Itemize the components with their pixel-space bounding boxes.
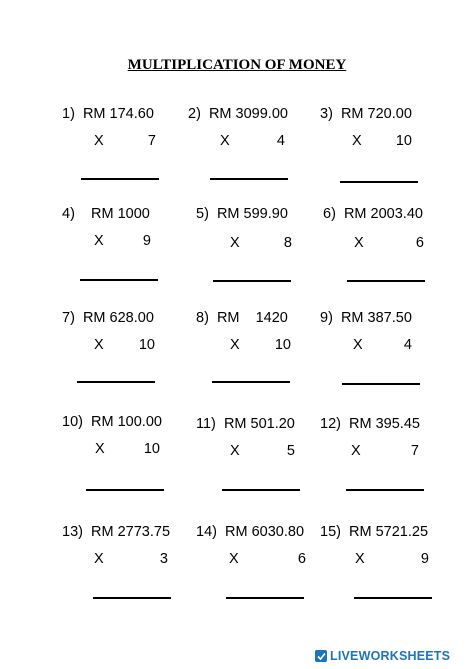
multiplier: 8 [283,235,292,251]
multiplier: 7 [147,133,156,149]
brand-part-live: LIVE [330,649,359,663]
problem-label: 1) RM 174.60 [62,106,154,122]
answer-line [93,597,171,599]
times-symbol: X [94,233,104,249]
brand-wordmark [330,649,450,663]
answer-line [213,280,291,282]
times-symbol: X [230,235,240,251]
worksheet-title [0,57,474,74]
times-symbol: X [220,133,230,149]
problem-label: 12) RM 395.45 [320,416,420,432]
times-symbol: X [353,337,363,353]
times-symbol: X [351,443,361,459]
problem-label: 4) RM 1000 [62,206,150,222]
answer-line [354,597,432,599]
times-symbol: X [354,235,364,251]
answer-line [86,489,164,491]
brand-part-worksheets: WORKSHEETS [358,649,451,663]
answer-line [226,597,304,599]
times-symbol: X [94,133,104,149]
answer-line [342,383,420,385]
answer-line [222,489,300,491]
worksheet-title-text: MULTIPLICATION OF MONEY [127,57,347,73]
problem-label: 15) RM 5721.25 [320,524,429,540]
times-symbol: X [94,551,104,567]
multiplier: 10 [143,441,160,457]
multiplier: 6 [297,551,306,567]
multiplier: 9 [420,551,429,567]
multiplier: 10 [395,133,412,149]
times-symbol: X [230,443,240,459]
problem-label: 5) RM 599.90 [196,206,288,222]
problem-label: 9) RM 387.50 [320,310,412,326]
times-symbol: X [230,337,240,353]
answer-line [347,280,425,282]
liveworksheets-logo-icon [315,650,327,662]
multiplier: 10 [138,337,155,353]
multiplier: 4 [276,133,285,149]
answer-line [81,178,159,180]
multiplier: 9 [142,233,151,249]
multiplier: 10 [274,337,291,353]
answer-line [80,279,158,281]
problem-label: 6) RM 2003.40 [323,206,423,222]
multiplier: 5 [286,443,295,459]
multiplier: 7 [410,443,419,459]
answer-line [77,381,155,383]
times-symbol: X [95,441,105,457]
problem-label: 11) RM 501.20 [196,416,295,432]
answer-line [212,381,290,383]
times-symbol: X [229,551,239,567]
answer-line [340,181,418,183]
multiplier: 6 [415,235,424,251]
problem-label: 14) RM 6030.80 [196,524,305,540]
answer-line [210,178,288,180]
problem-label: 10) RM 100.00 [62,414,162,430]
multiplier: 4 [403,337,412,353]
multiplier: 3 [159,551,168,567]
problem-label: 8) RM 1420 [196,310,288,326]
liveworksheets-brand [315,648,450,664]
times-symbol: X [94,337,104,353]
problem-label: 13) RM 2773.75 [62,524,171,540]
answer-line [346,489,424,491]
times-symbol: X [355,551,365,567]
problem-label: 3) RM 720.00 [320,106,412,122]
times-symbol: X [352,133,362,149]
problem-label: 2) RM 3099.00 [188,106,288,122]
problem-label: 7) RM 628.00 [62,310,154,326]
